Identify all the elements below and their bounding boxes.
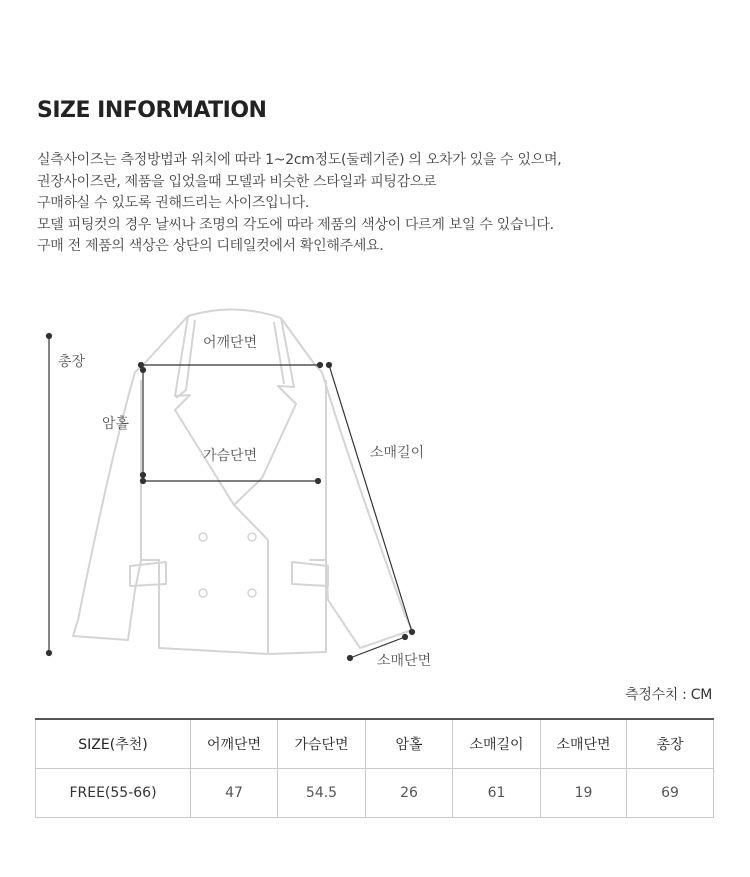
table-cell: 26 [366,769,453,818]
table-cell: 69 [627,769,714,818]
notice-line: 권장사이즈란, 제품을 입었을때 모델과 비슷한 스타일과 피팅감으로 [37,173,437,190]
shoulder-endpoint [139,363,144,368]
sleeve-length-line [329,365,412,632]
table-cell: 61 [453,769,541,818]
button [199,589,207,597]
measurement-lines [47,334,415,661]
total-length-endpoint [47,334,52,339]
table-cell: 54.5 [278,769,366,818]
chest-endpoint [141,479,146,484]
table-header-cell: SIZE(추천) [36,719,191,769]
unit-label: 측정수치 : CM [625,687,712,703]
measurement-labels [58,334,431,669]
table-header-cell: 소매단면 [541,719,627,769]
total-length-endpoint [47,651,52,656]
jacket-left-outline [73,316,268,654]
size-notice-text [37,150,727,258]
table-header-cell: 소매길이 [453,719,541,769]
button [199,533,207,541]
jacket-left-pocket [130,562,166,586]
total-length-label: 총장 [58,354,86,370]
jacket-buttons [199,533,256,597]
jacket-illustration [73,309,412,654]
armhole-endpoint [141,368,146,373]
jacket-collar-back [188,309,281,318]
table-header-cell: 총장 [627,719,714,769]
garment-measurement-diagram [0,290,750,690]
page-title: SIZE INFORMATION [37,98,267,123]
notice-line: 구매 전 제품의 색상은 상단의 디테일컷에서 확인해주세요. [37,238,384,254]
armhole-endpoint [141,473,146,478]
sleeve-length-label: 소매길이 [370,445,425,461]
chest-label: 가슴단면 [203,448,258,464]
table-cell: 19 [541,769,627,818]
chest-endpoint [316,479,321,484]
sleeve-width-endpoint [348,656,353,661]
armhole-label: 암홀 [102,416,130,432]
jacket-right-pocket [292,562,328,586]
notice-line: 모델 피팅컷의 경우 날씨나 조명의 각도에 따라 제품의 색상이 다르게 보일 수 있습니다. [37,216,554,233]
shoulder-label: 어깨단면 [203,335,258,351]
sleeve-width-endpoint [403,635,408,640]
table-header-cell: 어깨단면 [191,719,278,769]
button [248,533,256,541]
sleeve-length-endpoint [327,363,332,368]
table-cell: 47 [191,769,278,818]
table-header-cell: 암홀 [366,719,453,769]
table-cell: FREE(55-66) [36,769,191,818]
notice-line: 실측사이즈는 측정방법과 위치에 따라 1~2cm정도(둘레기준) 의 오차가 있을 수 있으며, [37,152,562,168]
sleeve-length-endpoint [410,630,415,635]
table-row [36,769,714,818]
notice-line: 구매하실 수 있도록 권해드리는 사이즈입니다. [37,195,310,211]
button [248,589,256,597]
shoulder-endpoint [318,363,323,368]
table-header-row [36,719,714,769]
size-table [35,718,714,818]
table-header-cell: 가슴단면 [278,719,366,769]
sleeve-width-label: 소매단면 [377,653,432,669]
